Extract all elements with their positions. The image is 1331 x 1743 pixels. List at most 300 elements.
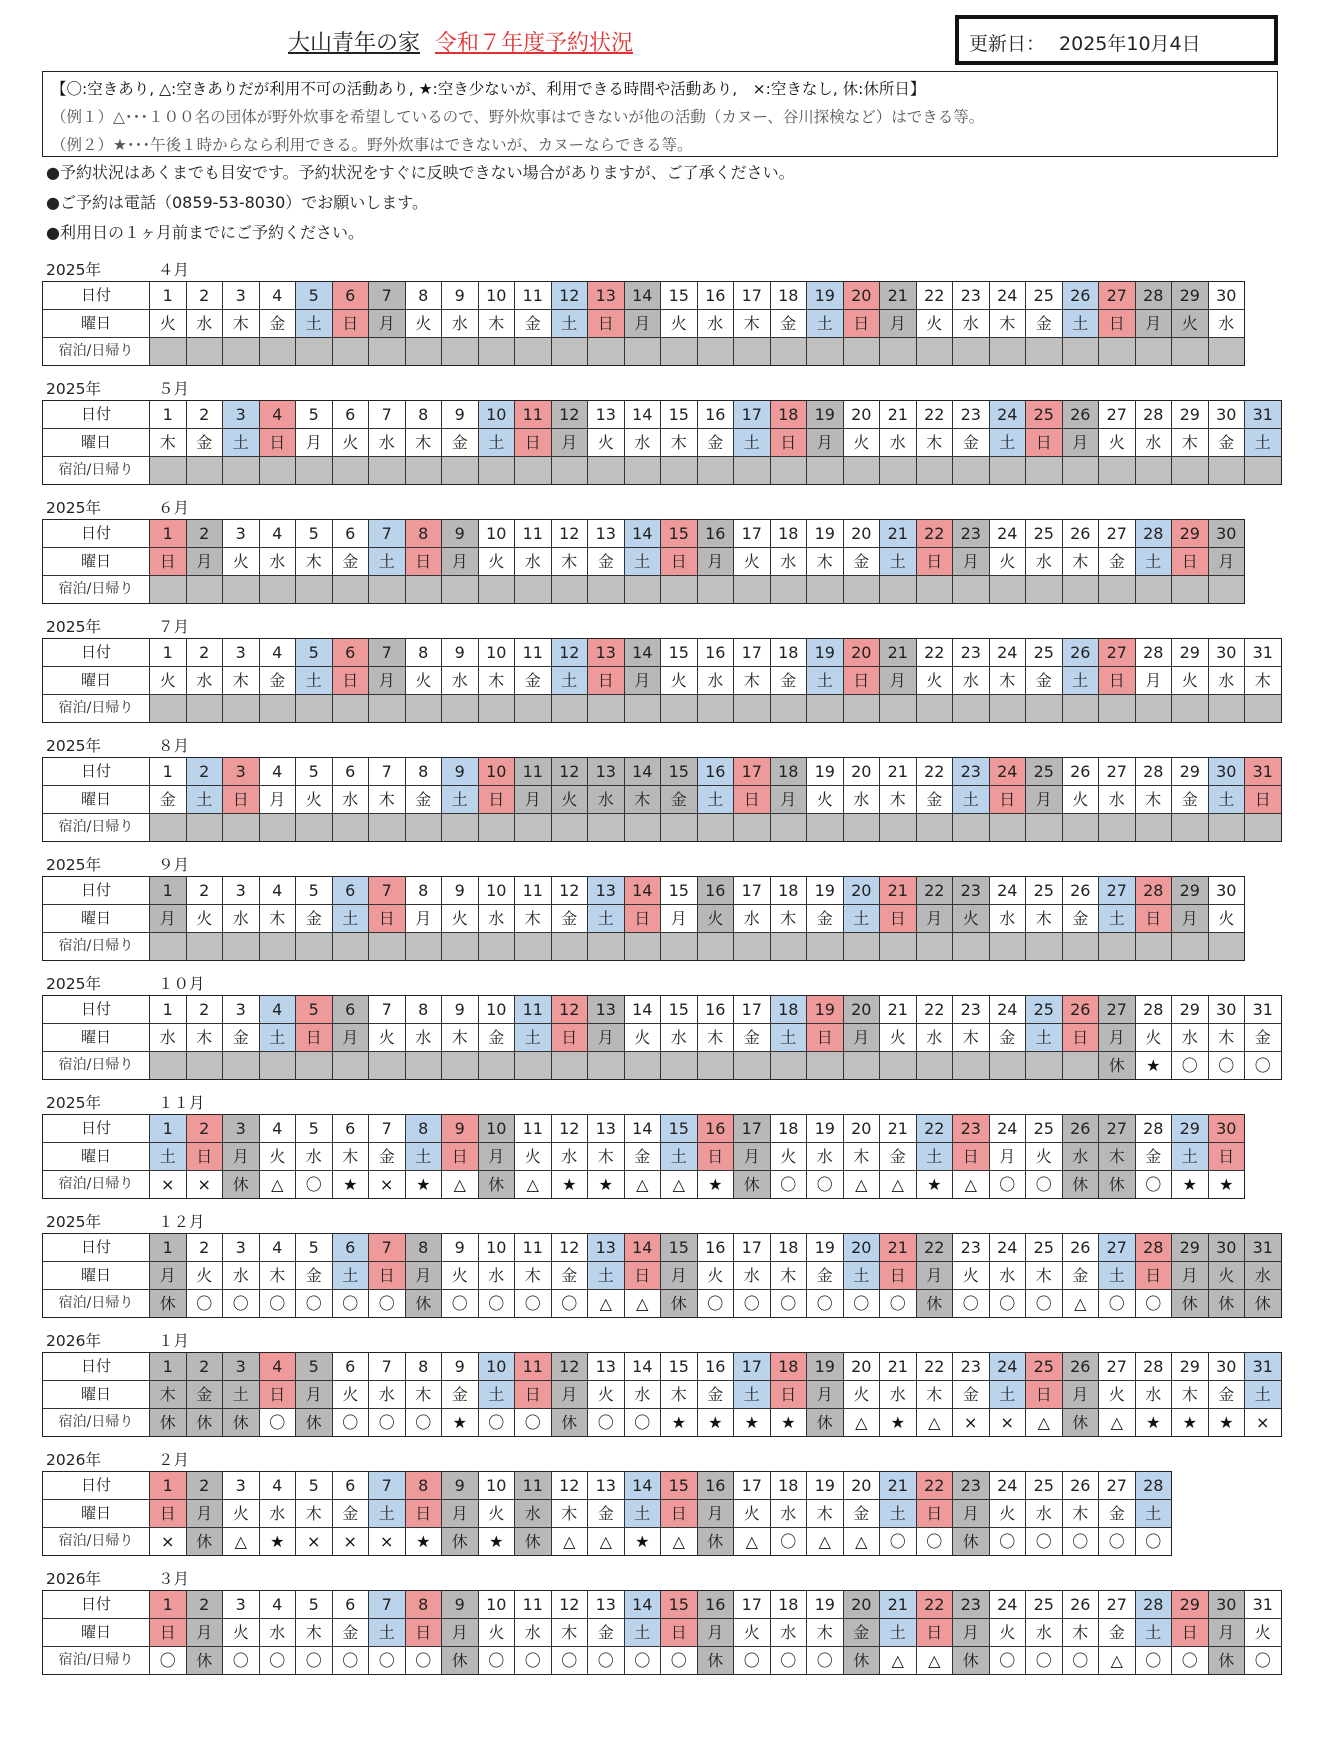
- weekday-cell: 火: [332, 429, 369, 457]
- status-cell[interactable]: △: [588, 1528, 625, 1556]
- date-cell: 10: [478, 996, 515, 1024]
- weekday-cell: 金: [1026, 667, 1063, 695]
- date-cell: 12: [551, 282, 588, 310]
- status-cell[interactable]: 〇: [770, 1290, 807, 1318]
- status-cell[interactable]: 〇: [1135, 1290, 1172, 1318]
- status-cell[interactable]: 〇: [989, 1171, 1026, 1199]
- date-cell: 3: [223, 996, 260, 1024]
- status-cell[interactable]: 〇: [807, 1290, 844, 1318]
- date-cell: 21: [880, 877, 917, 905]
- date-cell: 3: [223, 520, 260, 548]
- date-cell: 16: [697, 1591, 734, 1619]
- weekday-cell: 日: [478, 786, 515, 814]
- status-cell[interactable]: 〇: [588, 1409, 625, 1437]
- status-cell: [1099, 933, 1136, 961]
- weekday-cell: 金: [515, 310, 552, 338]
- status-cell[interactable]: 〇: [551, 1290, 588, 1318]
- status-cell[interactable]: 〇: [989, 1647, 1026, 1675]
- weekday-cell: 土: [296, 310, 333, 338]
- date-cell: 27: [1099, 1234, 1136, 1262]
- weekday-cell: 金: [369, 1143, 406, 1171]
- status-cell[interactable]: 〇: [807, 1647, 844, 1675]
- status-cell[interactable]: ★: [1135, 1409, 1172, 1437]
- weekday-cell: 水: [515, 1619, 552, 1647]
- weekday-cell: 火: [770, 1143, 807, 1171]
- weekday-row: [43, 548, 1245, 576]
- date-cell: 21: [880, 282, 917, 310]
- weekday-cell: 土: [332, 1262, 369, 1290]
- status-cell: [478, 1052, 515, 1080]
- date-cell: 18: [770, 996, 807, 1024]
- date-cell: 29: [1172, 996, 1209, 1024]
- weekday-cell: 日: [369, 905, 406, 933]
- weekday-cell: 火: [697, 1262, 734, 1290]
- weekday-row-label: 曜日: [43, 1024, 150, 1052]
- weekday-cell: 木: [478, 667, 515, 695]
- status-cell: [588, 457, 625, 485]
- date-cell: 21: [880, 1234, 917, 1262]
- status-cell[interactable]: 〇: [551, 1647, 588, 1675]
- weekday-cell: 水: [953, 310, 990, 338]
- status-cell[interactable]: 〇: [259, 1647, 296, 1675]
- status-cell[interactable]: ★: [624, 1528, 661, 1556]
- date-cell: 22: [916, 1234, 953, 1262]
- status-cell[interactable]: ★: [551, 1171, 588, 1199]
- status-cell: [478, 457, 515, 485]
- status-cell[interactable]: 〇: [1099, 1528, 1136, 1556]
- weekday-cell: 火: [442, 905, 479, 933]
- status-cell: [478, 814, 515, 842]
- status-cell[interactable]: 〇: [332, 1409, 369, 1437]
- status-cell[interactable]: 〇: [150, 1647, 187, 1675]
- status-cell[interactable]: 〇: [1172, 1052, 1209, 1080]
- weekday-cell: 金: [1135, 1143, 1172, 1171]
- status-cell[interactable]: 〇: [369, 1290, 406, 1318]
- status-cell: [1135, 933, 1172, 961]
- weekday-cell: 土: [697, 786, 734, 814]
- date-cell: 4: [259, 1472, 296, 1500]
- weekday-cell: 日: [661, 1619, 698, 1647]
- status-cell[interactable]: 〇: [296, 1290, 333, 1318]
- status-cell[interactable]: 〇: [369, 1409, 406, 1437]
- month-name: ４月: [158, 261, 190, 279]
- status-cell[interactable]: △: [843, 1171, 880, 1199]
- status-cell[interactable]: 〇: [405, 1647, 442, 1675]
- date-cell: 23: [953, 877, 990, 905]
- date-cell: 11: [515, 1115, 552, 1143]
- date-cell: 18: [770, 1472, 807, 1500]
- status-cell: [442, 695, 479, 723]
- date-cell: 15: [661, 1234, 698, 1262]
- date-cell: 3: [223, 282, 260, 310]
- weekday-cell: 月: [186, 1500, 223, 1528]
- date-cell: 15: [661, 1353, 698, 1381]
- status-cell[interactable]: 〇: [259, 1290, 296, 1318]
- status-cell: [296, 1052, 333, 1080]
- status-row: [43, 1171, 1245, 1199]
- updated-box: [955, 15, 1278, 65]
- weekday-cell: 木: [369, 786, 406, 814]
- status-cell[interactable]: 〇: [1099, 1290, 1136, 1318]
- date-cell: 5: [296, 877, 333, 905]
- weekday-cell: 月: [734, 1143, 771, 1171]
- weekday-cell: 土: [1099, 1262, 1136, 1290]
- weekday-cell: 月: [1172, 1262, 1209, 1290]
- weekday-cell: 日: [588, 667, 625, 695]
- status-cell[interactable]: 〇: [1062, 1647, 1099, 1675]
- date-cell: 27: [1099, 1115, 1136, 1143]
- status-cell[interactable]: ★: [405, 1528, 442, 1556]
- weekday-cell: 土: [1172, 1143, 1209, 1171]
- status-cell[interactable]: ★: [734, 1409, 771, 1437]
- status-cell[interactable]: ★: [880, 1409, 917, 1437]
- status-cell: [186, 338, 223, 366]
- status-cell[interactable]: △: [223, 1528, 260, 1556]
- date-cell: 28: [1135, 1472, 1172, 1500]
- date-cell: 9: [442, 639, 479, 667]
- status-cell[interactable]: △: [843, 1528, 880, 1556]
- status-cell[interactable]: 〇: [1172, 1647, 1209, 1675]
- date-cell: 21: [880, 401, 917, 429]
- status-cell[interactable]: ★: [1172, 1409, 1209, 1437]
- status-cell[interactable]: 〇: [661, 1647, 698, 1675]
- status-cell[interactable]: ★: [1208, 1409, 1245, 1437]
- status-cell[interactable]: 〇: [916, 1528, 953, 1556]
- status-cell[interactable]: 〇: [1135, 1647, 1172, 1675]
- weekday-cell: 水: [624, 429, 661, 457]
- status-cell: 休: [807, 1409, 844, 1437]
- status-cell: [661, 576, 698, 604]
- status-cell[interactable]: 〇: [223, 1290, 260, 1318]
- status-cell: [1026, 338, 1063, 366]
- status-cell[interactable]: 〇: [1026, 1290, 1063, 1318]
- date-cell: 2: [186, 758, 223, 786]
- month-name: １２月: [158, 1213, 205, 1231]
- status-cell[interactable]: ★: [478, 1528, 515, 1556]
- status-cell: [1062, 457, 1099, 485]
- status-cell[interactable]: 〇: [588, 1647, 625, 1675]
- status-cell: [624, 1052, 661, 1080]
- status-cell[interactable]: 〇: [515, 1647, 552, 1675]
- status-cell[interactable]: ★: [405, 1171, 442, 1199]
- status-cell[interactable]: 〇: [1208, 1052, 1245, 1080]
- status-cell[interactable]: ★: [588, 1171, 625, 1199]
- status-cell: [588, 1052, 625, 1080]
- weekday-cell: 土: [515, 1024, 552, 1052]
- date-cell: 24: [989, 282, 1026, 310]
- date-row: [43, 996, 1282, 1024]
- status-cell: 休: [442, 1647, 479, 1675]
- weekday-cell: 火: [916, 667, 953, 695]
- status-cell[interactable]: 〇: [369, 1647, 406, 1675]
- weekday-row-label: 曜日: [43, 1262, 150, 1290]
- date-cell: 17: [734, 282, 771, 310]
- date-cell: 23: [953, 1472, 990, 1500]
- status-cell[interactable]: 〇: [296, 1647, 333, 1675]
- date-cell: 21: [880, 639, 917, 667]
- status-cell[interactable]: ★: [1135, 1052, 1172, 1080]
- date-cell: 8: [405, 758, 442, 786]
- status-cell[interactable]: △: [661, 1528, 698, 1556]
- weekday-row-label: 曜日: [43, 429, 150, 457]
- date-cell: 11: [515, 1234, 552, 1262]
- status-cell[interactable]: 〇: [223, 1647, 260, 1675]
- date-cell: 12: [551, 1115, 588, 1143]
- status-cell[interactable]: 〇: [624, 1647, 661, 1675]
- status-cell[interactable]: 〇: [296, 1171, 333, 1199]
- status-cell: [916, 338, 953, 366]
- status-cell[interactable]: △: [442, 1171, 479, 1199]
- status-cell: [661, 1052, 698, 1080]
- status-cell[interactable]: 〇: [1026, 1528, 1063, 1556]
- month-label: [0, 855, 1331, 876]
- date-cell: 11: [515, 877, 552, 905]
- status-cell[interactable]: ★: [1172, 1171, 1209, 1199]
- weekday-cell: 金: [332, 1619, 369, 1647]
- weekday-cell: 日: [1135, 1262, 1172, 1290]
- status-cell[interactable]: 〇: [332, 1647, 369, 1675]
- status-cell[interactable]: ★: [661, 1409, 698, 1437]
- date-cell: 28: [1135, 877, 1172, 905]
- status-cell[interactable]: △: [1062, 1290, 1099, 1318]
- status-cell[interactable]: △: [843, 1409, 880, 1437]
- status-cell: [150, 338, 187, 366]
- status-cell[interactable]: △: [624, 1290, 661, 1318]
- status-cell[interactable]: ★: [332, 1171, 369, 1199]
- date-cell: 13: [588, 1591, 625, 1619]
- status-cell[interactable]: △: [1099, 1409, 1136, 1437]
- status-cell[interactable]: 〇: [405, 1409, 442, 1437]
- date-cell: 14: [624, 1234, 661, 1262]
- weekday-cell: 日: [916, 1500, 953, 1528]
- status-cell: [843, 933, 880, 961]
- date-cell: 25: [1026, 1353, 1063, 1381]
- month-label: [0, 260, 1331, 281]
- date-cell: 11: [515, 520, 552, 548]
- weekday-cell: 火: [223, 548, 260, 576]
- date-cell: 19: [807, 1115, 844, 1143]
- status-cell[interactable]: △: [807, 1528, 844, 1556]
- weekday-cell: 月: [405, 1262, 442, 1290]
- weekday-cell: 日: [843, 310, 880, 338]
- date-cell: 13: [588, 282, 625, 310]
- status-cell: [223, 338, 260, 366]
- weekday-cell: 水: [442, 667, 479, 695]
- status-cell: [515, 457, 552, 485]
- weekday-cell: 水: [1172, 1024, 1209, 1052]
- date-cell: 17: [734, 996, 771, 1024]
- status-cell: [807, 457, 844, 485]
- status-cell: [770, 338, 807, 366]
- status-cell[interactable]: ★: [697, 1171, 734, 1199]
- date-cell: 10: [478, 877, 515, 905]
- status-cell[interactable]: △: [515, 1171, 552, 1199]
- month-label: [0, 1093, 1331, 1114]
- date-cell: 16: [697, 282, 734, 310]
- note-deadline: ●利用日の１ヶ月前までにご予約ください。: [46, 223, 364, 242]
- weekday-cell: 金: [880, 1143, 917, 1171]
- status-cell[interactable]: 〇: [478, 1290, 515, 1318]
- status-cell[interactable]: △: [734, 1528, 771, 1556]
- status-cell[interactable]: 〇: [770, 1647, 807, 1675]
- status-cell[interactable]: △: [880, 1171, 917, 1199]
- note-estimate: ●予約状況はあくまでも目安です。予約状況をすぐに反映できない場合がありますが、ご了承ください。: [46, 163, 795, 182]
- status-cell[interactable]: 〇: [1062, 1528, 1099, 1556]
- date-cell: 14: [624, 1472, 661, 1500]
- status-cell[interactable]: 〇: [1026, 1647, 1063, 1675]
- date-cell: 25: [1026, 877, 1063, 905]
- status-cell[interactable]: 〇: [1135, 1171, 1172, 1199]
- weekday-cell: 火: [953, 1262, 990, 1290]
- status-cell[interactable]: ★: [1208, 1171, 1245, 1199]
- date-cell: 8: [405, 877, 442, 905]
- date-cell: 2: [186, 877, 223, 905]
- date-cell: 24: [989, 1353, 1026, 1381]
- date-cell: 30: [1208, 520, 1245, 548]
- weekday-cell: 月: [296, 429, 333, 457]
- weekday-cell: 金: [953, 429, 990, 457]
- date-cell: 7: [369, 996, 406, 1024]
- status-cell[interactable]: △: [588, 1290, 625, 1318]
- status-cell[interactable]: 〇: [259, 1409, 296, 1437]
- weekday-cell: 木: [1245, 667, 1282, 695]
- weekday-cell: 木: [1135, 786, 1172, 814]
- status-cell[interactable]: 〇: [734, 1290, 771, 1318]
- status-cell: [1099, 338, 1136, 366]
- status-cell: [405, 338, 442, 366]
- status-cell: [1208, 695, 1245, 723]
- status-cell[interactable]: △: [551, 1528, 588, 1556]
- status-cell[interactable]: 〇: [1135, 1528, 1172, 1556]
- status-cell[interactable]: ★: [770, 1409, 807, 1437]
- status-cell[interactable]: 〇: [770, 1528, 807, 1556]
- date-cell: 22: [916, 639, 953, 667]
- weekday-cell: 火: [296, 786, 333, 814]
- weekday-cell: 火: [734, 548, 771, 576]
- status-cell: [588, 933, 625, 961]
- status-cell[interactable]: △: [661, 1171, 698, 1199]
- status-cell[interactable]: 〇: [1026, 1171, 1063, 1199]
- date-cell: 19: [807, 282, 844, 310]
- status-cell[interactable]: 〇: [807, 1171, 844, 1199]
- status-cell[interactable]: △: [259, 1171, 296, 1199]
- date-cell: 10: [478, 1115, 515, 1143]
- status-cell[interactable]: 〇: [953, 1290, 990, 1318]
- updated-label: 更新日：: [969, 33, 1046, 55]
- status-cell[interactable]: 〇: [1245, 1052, 1282, 1080]
- date-row: [43, 520, 1245, 548]
- weekday-cell: 土: [880, 1500, 917, 1528]
- status-cell[interactable]: 〇: [478, 1647, 515, 1675]
- status-cell[interactable]: ★: [916, 1171, 953, 1199]
- month-table: [42, 1471, 1172, 1556]
- date-cell: 2: [186, 1472, 223, 1500]
- status-cell[interactable]: 〇: [697, 1290, 734, 1318]
- status-cell[interactable]: ★: [697, 1409, 734, 1437]
- weekday-row-label: 曜日: [43, 1143, 150, 1171]
- status-cell[interactable]: 〇: [332, 1290, 369, 1318]
- status-cell: [259, 695, 296, 723]
- weekday-cell: 木: [332, 1143, 369, 1171]
- status-cell[interactable]: 〇: [442, 1290, 479, 1318]
- status-cell[interactable]: 〇: [734, 1647, 771, 1675]
- date-cell: 3: [223, 1591, 260, 1619]
- weekday-cell: 日: [551, 1024, 588, 1052]
- date-cell: 8: [405, 1472, 442, 1500]
- weekday-cell: 土: [770, 1024, 807, 1052]
- date-cell: 11: [515, 996, 552, 1024]
- weekday-cell: 水: [369, 1381, 406, 1409]
- status-cell[interactable]: 〇: [186, 1290, 223, 1318]
- date-cell: 2: [186, 1353, 223, 1381]
- status-cell: [515, 814, 552, 842]
- status-cell[interactable]: 〇: [880, 1290, 917, 1318]
- status-row: [43, 338, 1245, 366]
- status-cell[interactable]: 〇: [1245, 1647, 1282, 1675]
- status-row-label: 宿泊/日帰り: [43, 1052, 150, 1080]
- status-cell[interactable]: 〇: [770, 1171, 807, 1199]
- status-cell[interactable]: △: [1099, 1647, 1136, 1675]
- date-cell: 2: [186, 1234, 223, 1262]
- status-row: [43, 576, 1245, 604]
- status-cell[interactable]: 〇: [624, 1409, 661, 1437]
- status-cell: [770, 933, 807, 961]
- weekday-cell: 金: [1099, 548, 1136, 576]
- status-cell[interactable]: ★: [442, 1409, 479, 1437]
- status-cell[interactable]: 〇: [989, 1528, 1026, 1556]
- date-cell: 6: [332, 1234, 369, 1262]
- status-cell[interactable]: ★: [259, 1528, 296, 1556]
- month-name: １０月: [158, 975, 205, 993]
- status-cell[interactable]: 〇: [880, 1528, 917, 1556]
- status-cell[interactable]: 〇: [478, 1409, 515, 1437]
- status-cell[interactable]: △: [880, 1647, 917, 1675]
- date-cell: 16: [697, 1472, 734, 1500]
- date-cell: 18: [770, 1353, 807, 1381]
- status-cell[interactable]: △: [624, 1171, 661, 1199]
- status-cell: [442, 576, 479, 604]
- status-cell[interactable]: 〇: [843, 1290, 880, 1318]
- weekday-row: [43, 1500, 1172, 1528]
- month-table: [42, 519, 1245, 604]
- status-cell[interactable]: △: [1026, 1409, 1063, 1437]
- status-cell[interactable]: 〇: [515, 1409, 552, 1437]
- date-cell: 3: [223, 1472, 260, 1500]
- date-cell: 24: [989, 1234, 1026, 1262]
- weekday-cell: 火: [843, 429, 880, 457]
- weekday-cell: 土: [734, 1381, 771, 1409]
- date-cell: 20: [843, 1353, 880, 1381]
- weekday-cell: 日: [661, 548, 698, 576]
- status-cell[interactable]: 〇: [515, 1290, 552, 1318]
- weekday-cell: 土: [807, 310, 844, 338]
- weekday-cell: 木: [1026, 1262, 1063, 1290]
- date-cell: 22: [916, 1472, 953, 1500]
- status-cell[interactable]: △: [916, 1409, 953, 1437]
- status-cell[interactable]: △: [916, 1647, 953, 1675]
- date-cell: 19: [807, 401, 844, 429]
- status-cell[interactable]: 〇: [989, 1290, 1026, 1318]
- date-cell: 1: [150, 1115, 187, 1143]
- date-cell: 29: [1172, 520, 1209, 548]
- weekday-cell: 日: [880, 905, 917, 933]
- status-cell: ×: [369, 1171, 406, 1199]
- status-cell[interactable]: △: [953, 1171, 990, 1199]
- weekday-cell: 金: [697, 429, 734, 457]
- weekday-cell: 火: [588, 429, 625, 457]
- status-cell: [150, 695, 187, 723]
- date-cell: 31: [1245, 639, 1282, 667]
